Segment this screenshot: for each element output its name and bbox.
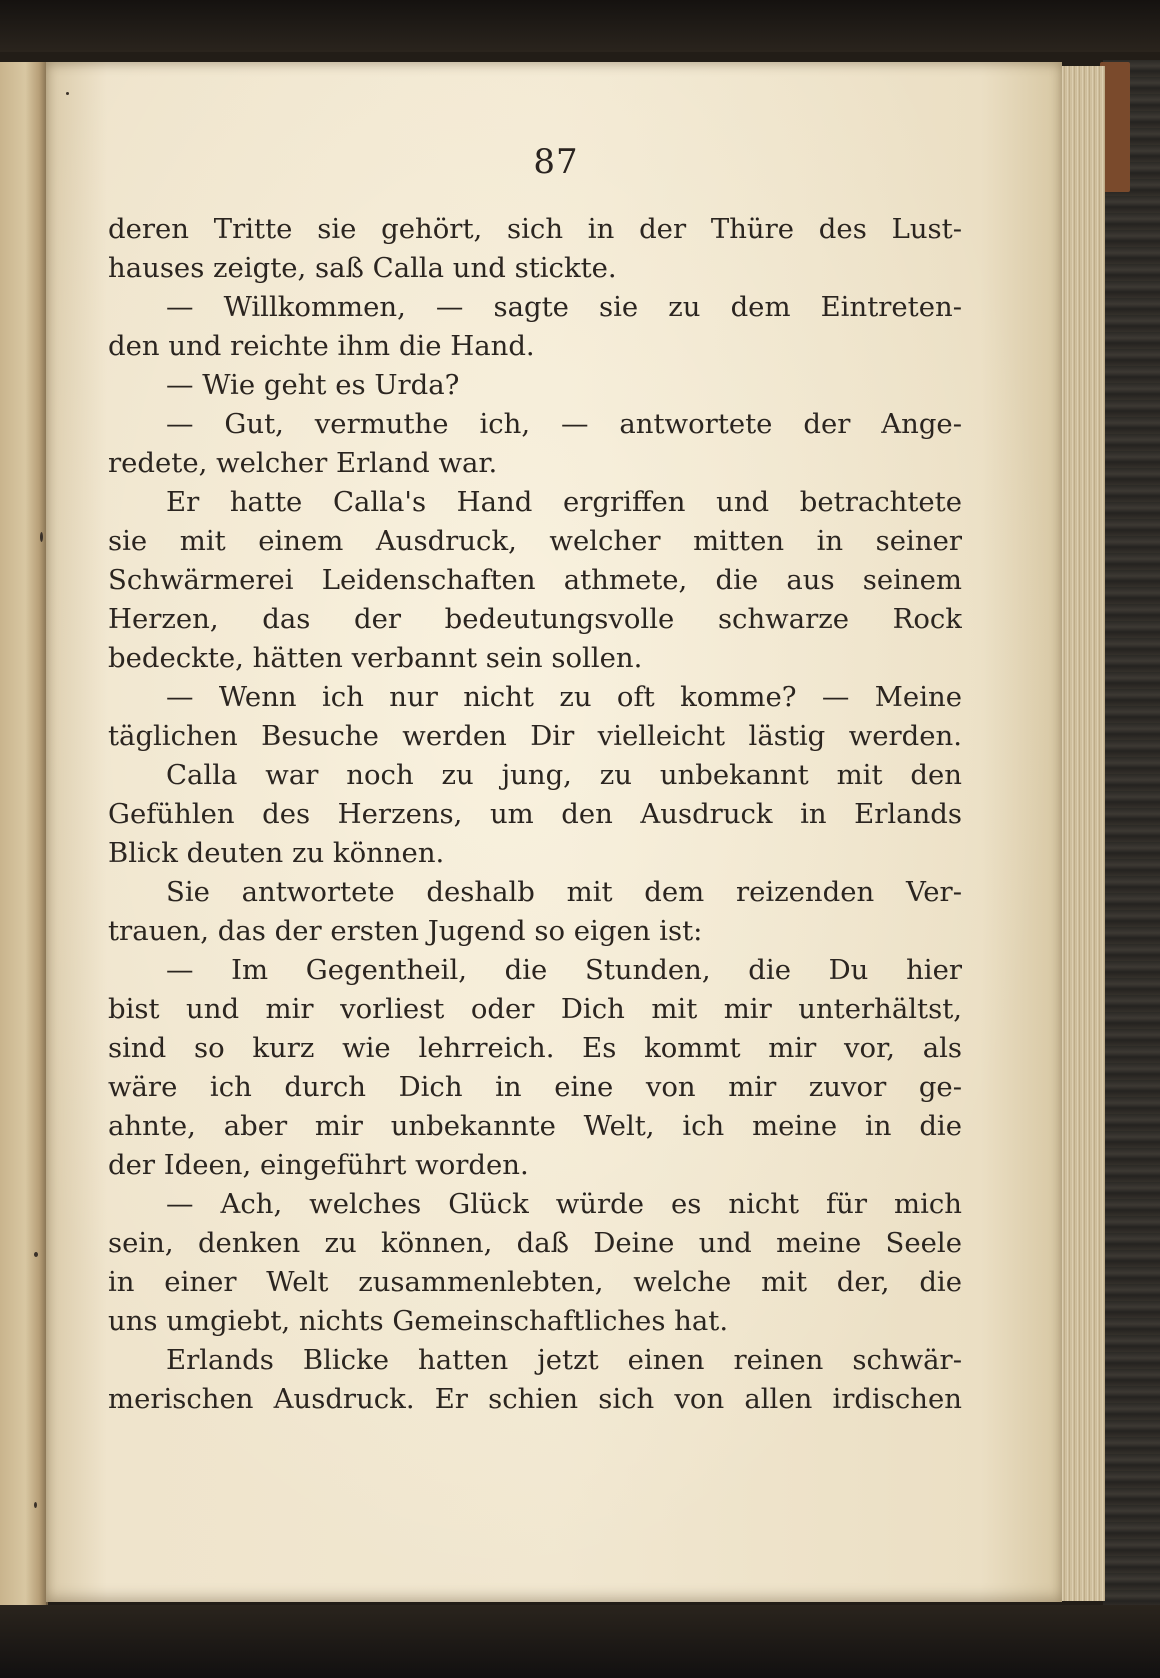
book-cover-edge <box>1103 60 1160 1605</box>
text-line: deren Tritte sie gehört, sich in der Thüre des Lust- <box>108 213 962 245</box>
text-line: der Ideen, eingeführt worden. <box>108 1149 529 1181</box>
text-line: — Im Gegentheil, die Stunden, die Du hier <box>166 954 962 986</box>
text-line: ahnte, aber mir unbekannte Welt, ich meine in die <box>108 1110 962 1142</box>
text-line: — Ach, welches Glück würde es nicht für mich <box>166 1188 962 1220</box>
page-number: 87 <box>533 142 579 182</box>
text-line: Calla war noch zu jung, zu unbekannt mit den <box>166 759 962 791</box>
text-line: den und reichte ihm die Hand. <box>108 330 535 362</box>
text-line: merischen Ausdruck. Er schien sich von allen irdischen <box>108 1383 962 1415</box>
left-page-edge <box>0 62 48 1605</box>
text-line: — Wenn ich nur nicht zu oft komme? — Meine <box>166 681 962 713</box>
text-line: bedeckte, hätten verbannt sein sollen. <box>108 642 643 674</box>
page-stack-edge <box>1060 66 1105 1601</box>
text-line: sie mit einem Ausdruck, welcher mitten in seiner <box>108 525 962 557</box>
scan-bottom-border <box>0 1605 1160 1678</box>
text-line: Erlands Blicke hatten jetzt einen reinen schwär- <box>166 1344 962 1376</box>
scan-top-border <box>0 0 1160 52</box>
text-line: sein, denken zu können, daß Deine und meine Seele <box>108 1227 962 1259</box>
book-page <box>46 62 1062 1602</box>
text-line: redete, welcher Erland war. <box>108 447 498 479</box>
text-line: Gefühlen des Herzens, um den Ausdruck in Erlands <box>108 798 962 830</box>
text-line: Herzen, das der bedeutungsvolle schwarze Rock <box>108 603 962 635</box>
text-line: uns umgiebt, nichts Gemeinschaftliches hat. <box>108 1305 729 1337</box>
text-line: täglichen Besuche werden Dir vielleicht lästig werden. <box>108 720 962 752</box>
text-line: sind so kurz wie lehrreich. Es kommt mir vor, als <box>108 1032 962 1064</box>
text-line: hauses zeigte, saß Calla und stickte. <box>108 252 617 284</box>
text-line: in einer Welt zusammenlebten, welche mit der, die <box>108 1266 962 1298</box>
paper-speck <box>34 1252 38 1257</box>
text-line: Blick deuten zu können. <box>108 837 445 869</box>
page-text <box>108 210 962 1419</box>
paper-speck <box>66 92 69 95</box>
text-line: wäre ich durch Dich in eine von mir zuvor ge- <box>108 1071 962 1103</box>
text-line: — Willkommen, — sagte sie zu dem Eintreten- <box>166 291 962 323</box>
text-line: Er hatte Calla's Hand ergriffen und betrachtete <box>166 486 962 518</box>
text-line: — Wie geht es Urda? <box>166 369 460 401</box>
paper-speck <box>34 1502 37 1508</box>
text-line: trauen, das der ersten Jugend so eigen ist: <box>108 915 703 947</box>
text-line: — Gut, vermuthe ich, — antwortete der Ange- <box>166 408 962 440</box>
paper-speck <box>40 532 43 542</box>
text-line: Schwärmerei Leidenschaften athmete, die aus seinem <box>108 564 962 596</box>
text-line: bist und mir vorliest oder Dich mit mir unterhältst, <box>108 993 962 1025</box>
text-line: Sie antwortete deshalb mit dem reizenden Ver- <box>166 876 962 908</box>
